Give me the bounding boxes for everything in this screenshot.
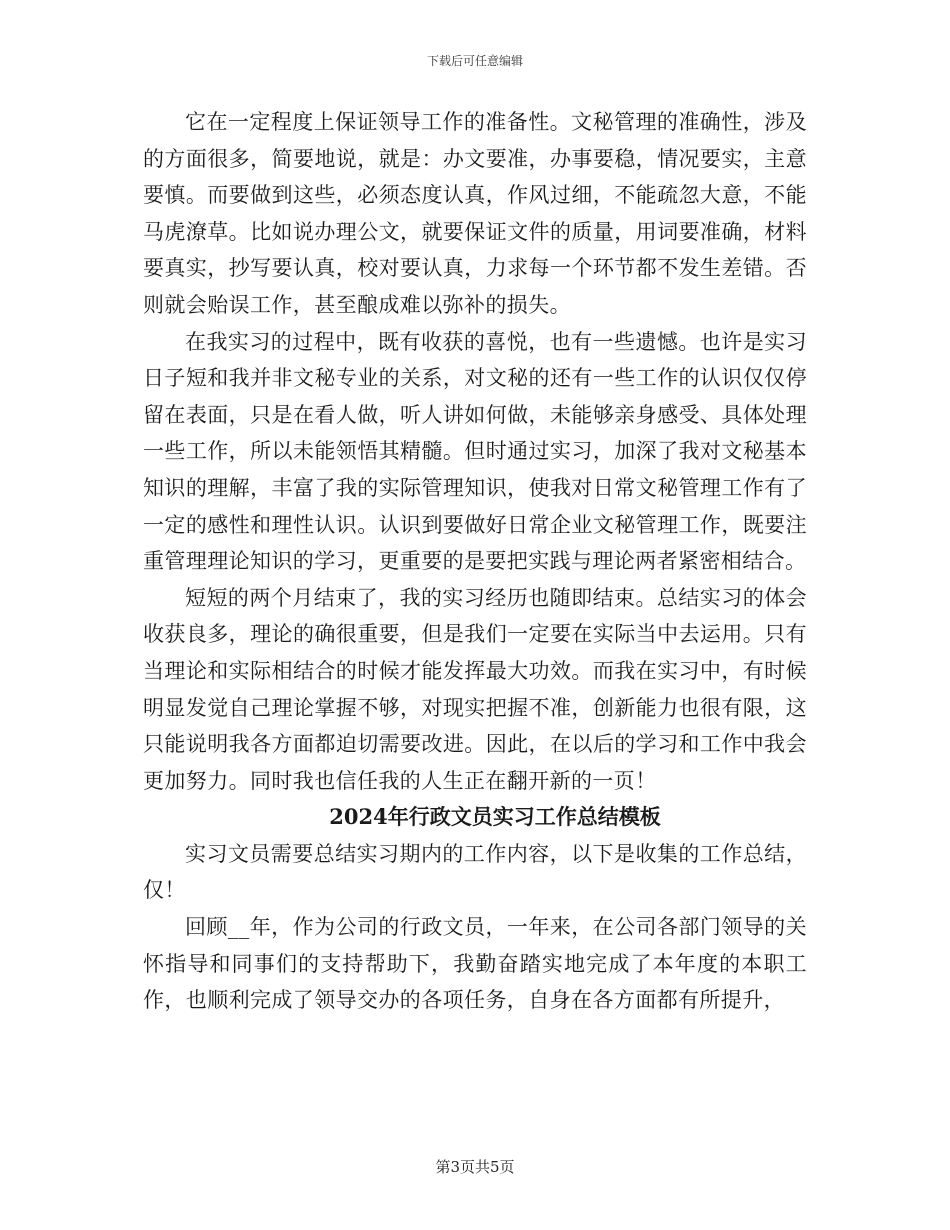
paragraph-3: 短短的两个月结束了，我的实习经历也随即结束。总结实习的体会收获良多，理论的确很重要，但是我们一定要在实际当中去运用。只有当理论和实际相结合的时候才能发挥最大功效。而我在实习中，有时候明显发觉自己理论掌握不够，对现实把握不准，创新能力也很有限，这只能说明我各方面都迫切需要改进。因此，在以后的学习和工作中我会更加努力。同时我也信任我的人生正在翻开新的一页！: [143, 585, 807, 793]
document-body: [143, 104, 807, 1019]
page-footer: 第3页共5页: [435, 1158, 515, 1176]
paragraph-5: 回顾__年，作为公司的行政文员，一年来，在公司各部门领导的关怀指导和同事们的支持帮助下，我勤奋踏实地完成了本年度的本职工作，也顺利完成了领导交办的各项任务，自身在各方面都有所提升，: [143, 915, 807, 1013]
paragraph-1: 它在一定程度上保证领导工作的准备性。文秘管理的准确性，涉及的方面很多，简要地说，就是：办文要准，办事要稳，情况要实，主意要慎。而要做到这些，必须态度认真，作风过细，不能疏忽大意，不能马虎潦草。比如说办理公文，就要保证文件的质量，用词要准确，材料要真实，抄写要认真，校对要认真，力求每一个环节都不发生差错。否则就会贻误工作，甚至酿成难以弥补的损失。: [143, 110, 807, 317]
paragraph-4: 实习文员需要总结实习期内的工作内容，以下是收集的工作总结，仅！: [143, 841, 807, 903]
paragraph-2: 在我实习的过程中，既有收获的喜悦，也有一些遗憾。也许是实习日子短和我并非文秘专业的关系，对文秘的还有一些工作的认识仅仅停留在表面，只是在看人做，听人讲如何做，未能够亲身感受、具体处理一些工作，所以未能领悟其精髓。但时通过实习，加深了我对文秘基本知识的理解，丰富了我的实际管理知识，使我对日常文秘管理工作有了一定的感性和理性认识。认识到要做好日常企业文秘管理工作，既要注重管理理论知识的学习，更重要的是要把实践与理论两者紧密相结合。: [143, 329, 807, 574]
page-header: 下载后可任意编辑: [426, 54, 523, 68]
section-heading: 2024年行政文员实习工作总结模板: [329, 804, 661, 830]
